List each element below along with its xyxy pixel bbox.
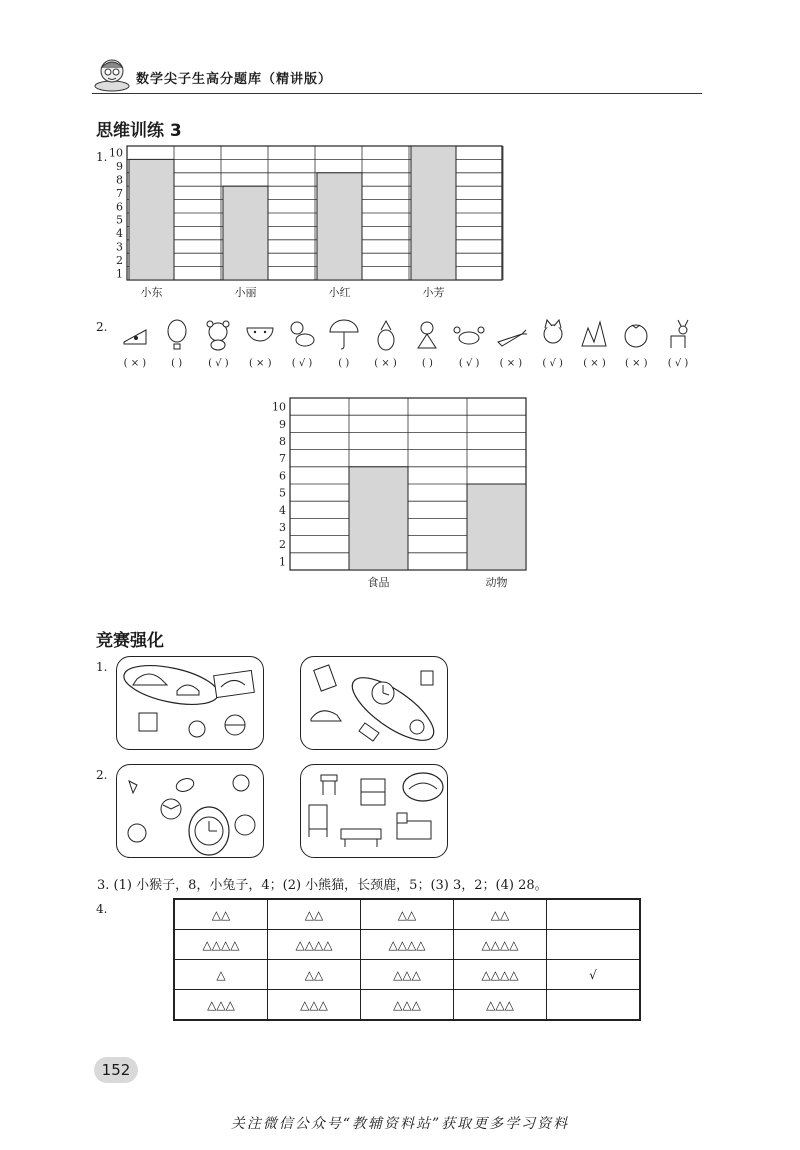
- triangle-table: [173, 898, 641, 1021]
- competition-2-label: 2.: [96, 768, 108, 782]
- table-cell: √: [547, 960, 641, 990]
- balloon-icon: [160, 318, 194, 352]
- bar-chart-2: [265, 390, 540, 595]
- chart1-y-tick: 5: [116, 213, 123, 227]
- chart1-category-label: 小红: [328, 286, 351, 299]
- section-title-thinking: 思维训练 3: [96, 121, 182, 141]
- table-cell: △△△: [174, 990, 268, 1021]
- table-cell: △△△: [361, 990, 454, 1021]
- table-cell: △△△: [454, 990, 547, 1021]
- table-cell: △△△△: [361, 930, 454, 960]
- table-cell: △△△△: [268, 930, 361, 960]
- table-cell: [547, 899, 641, 930]
- sports-balls-illustration: [117, 765, 263, 857]
- chart1-y-tick: 1: [116, 267, 123, 281]
- pineapple-icon: [369, 318, 403, 352]
- answer-mark: ( √ ): [291, 358, 313, 369]
- table-cell: △△: [268, 899, 361, 930]
- answer-mark: ( × ): [624, 358, 648, 369]
- umbrella-icon: [327, 318, 361, 352]
- picture-item: [323, 318, 365, 376]
- header-divider: [92, 93, 702, 94]
- picture-item: [114, 318, 156, 376]
- picture-item: [156, 318, 198, 376]
- cake-icon: [118, 318, 152, 352]
- picture-answer-row: [114, 318, 699, 376]
- page-number: 152: [94, 1057, 138, 1083]
- picture-panel-2b: [300, 764, 448, 858]
- deer-icon: [661, 318, 695, 352]
- answer-mark: ( × ): [374, 358, 397, 369]
- picture-item: [532, 318, 574, 376]
- furniture-illustration: [301, 765, 447, 857]
- tomato-icon: [619, 318, 653, 352]
- chart2-y-tick: 3: [279, 521, 286, 534]
- chart2-bar: [349, 467, 408, 570]
- chart2-y-tick: 2: [279, 538, 286, 552]
- answer-mark: ( ): [421, 358, 433, 369]
- clothing-items-illustration: [117, 657, 263, 749]
- chart2-bar: [467, 484, 526, 570]
- chart1-y-tick: 2: [116, 253, 123, 267]
- doll-icon: [410, 318, 444, 352]
- book-title: 数学尖子生高分题库（精讲版）: [136, 72, 333, 87]
- dog-icon: [285, 318, 319, 352]
- answer-mark: ( √ ): [458, 358, 480, 369]
- picture-item: [365, 318, 407, 376]
- table-cell: △△△: [268, 990, 361, 1021]
- chart1-bar: [317, 173, 362, 280]
- table-row: [174, 960, 640, 990]
- picture-item: [657, 318, 699, 376]
- answer-mark: ( √ ): [667, 358, 689, 369]
- chart1-y-tick: 4: [116, 227, 123, 241]
- bear-icon: [201, 318, 235, 352]
- chart2-category-label: 食品: [367, 576, 390, 589]
- chart2-y-tick: 8: [279, 435, 286, 448]
- table-row: [174, 990, 640, 1021]
- cat-icon: [536, 318, 570, 352]
- table-cell: △△: [174, 899, 268, 930]
- answer-mark: ( √ ): [208, 358, 229, 369]
- chart1-category-label: 小芳: [422, 286, 445, 299]
- answer-mark: ( × ): [123, 358, 147, 369]
- chart1-category-label: 小丽: [234, 286, 257, 299]
- table-row: [174, 930, 640, 960]
- watch-items-illustration: [301, 657, 447, 749]
- chart1-bar: [223, 186, 268, 280]
- mascot-icon: [92, 56, 132, 92]
- chart1-y-tick: 8: [116, 173, 123, 187]
- table-cell: [547, 930, 641, 960]
- table-cell: △△△△: [174, 930, 268, 960]
- chart1-y-tick: 9: [116, 160, 123, 174]
- chart2-y-tick: 9: [279, 417, 286, 431]
- picture-item: [239, 318, 281, 376]
- question-2-label: 2.: [96, 320, 108, 334]
- carrot-icon: [494, 318, 528, 352]
- table-cell: △△△△: [454, 960, 547, 990]
- answer-mark: ( √ ): [542, 358, 563, 369]
- table-cell: △△△: [361, 960, 454, 990]
- table-cell: [547, 990, 641, 1021]
- crab-icon: [452, 318, 486, 352]
- chart1-bar: [411, 146, 456, 280]
- answer-mark: ( ): [338, 358, 350, 369]
- table-row: [174, 899, 640, 930]
- chart2-y-tick: 4: [279, 503, 286, 517]
- competition-4-label: 4.: [96, 902, 108, 916]
- footer-note: 关注微信公众号“教辅资料站”获取更多学习资料: [230, 1116, 570, 1132]
- bar-chart-1: [105, 140, 515, 310]
- chart1-y-tick: 6: [116, 200, 123, 214]
- answer-mark: ( × ): [499, 358, 523, 369]
- table-cell: △△: [268, 960, 361, 990]
- watermelon-icon: [243, 318, 277, 352]
- answer-mark: ( ): [171, 358, 183, 369]
- answer-mark: ( × ): [583, 358, 606, 369]
- chart2-y-tick: 6: [279, 469, 286, 483]
- section-title-competition: 竞赛强化: [96, 631, 164, 651]
- chart2-category-label: 动物: [485, 576, 508, 589]
- picture-panel-2a: [116, 764, 264, 858]
- table-cell: △△: [361, 899, 454, 930]
- chart1-category-label: 小东: [140, 286, 163, 299]
- chart2-y-tick: 5: [279, 486, 286, 500]
- competition-1-label: 1.: [96, 660, 108, 674]
- table-cell: △△: [454, 899, 547, 930]
- picture-item: [574, 318, 616, 376]
- picture-item: [490, 318, 532, 376]
- chart2-y-tick: 7: [279, 452, 286, 466]
- picture-panel-1b: [300, 656, 448, 750]
- picture-item: [615, 318, 657, 376]
- chart1-y-tick: 10: [109, 146, 123, 160]
- answer-3-text: 3. (1) 小猴子，8，小兔子，4；(2) 小熊猫，长颈鹿，5；(3) 3，2；(4) 28。: [97, 878, 548, 893]
- picture-item: [448, 318, 490, 376]
- table-cell: △: [174, 960, 268, 990]
- grapes-icon: [577, 318, 611, 352]
- picture-item: [198, 318, 240, 376]
- question-1-label: 1.: [96, 150, 108, 164]
- chart2-y-tick: 1: [279, 555, 286, 569]
- table-cell: △△△△: [454, 930, 547, 960]
- picture-item: [406, 318, 448, 376]
- chart1-y-tick: 7: [116, 186, 123, 200]
- chart2-y-tick: 10: [272, 400, 286, 414]
- chart1-y-tick: 3: [116, 240, 123, 254]
- picture-panel-1a: [116, 656, 264, 750]
- picture-item: [281, 318, 323, 376]
- chart1-bar: [129, 159, 174, 280]
- answer-mark: ( × ): [248, 358, 272, 369]
